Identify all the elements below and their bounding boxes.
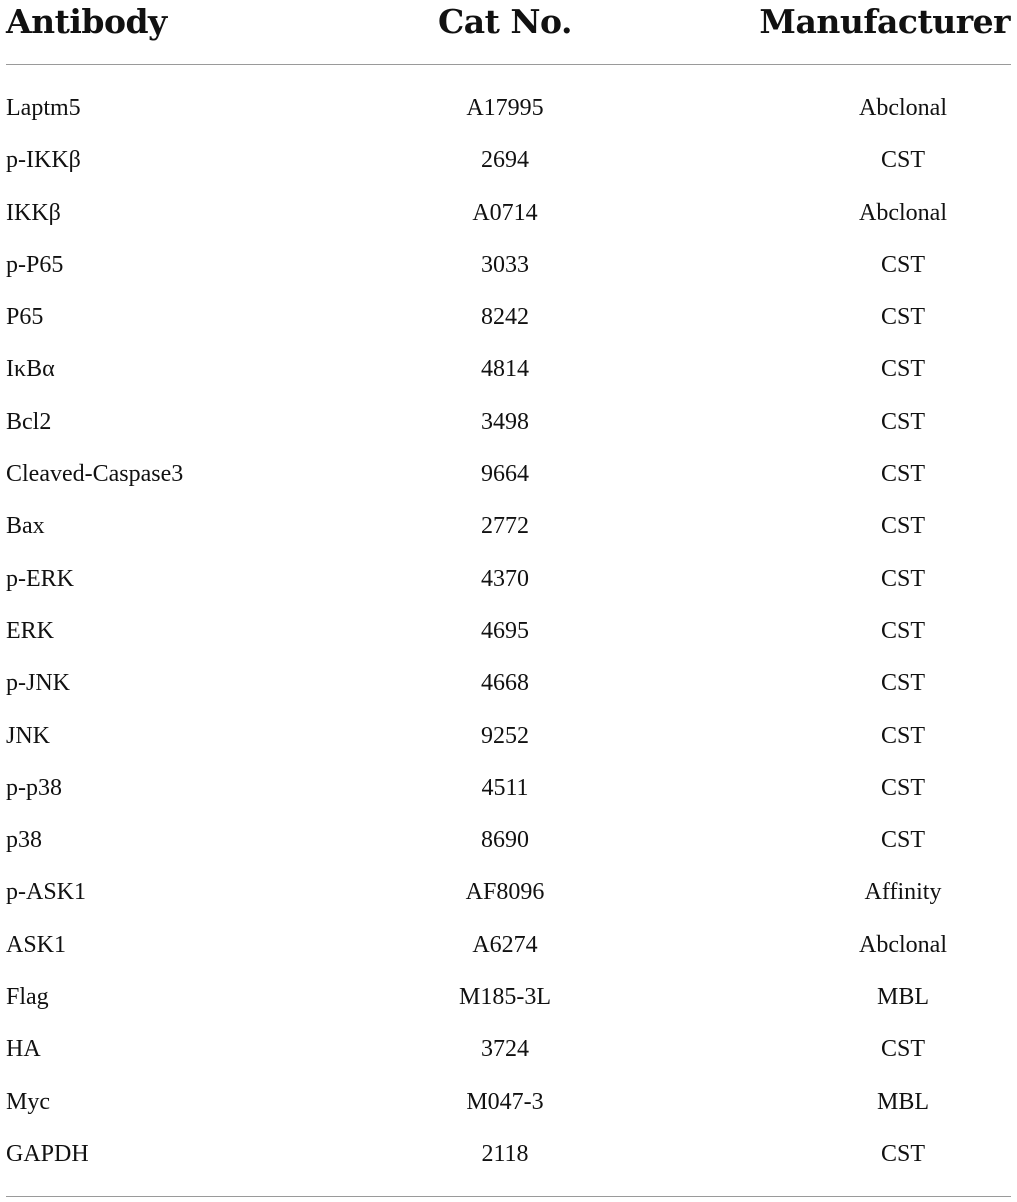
cell-antibody: p38 [6, 827, 42, 854]
cell-manufacturer: CST [880, 408, 926, 435]
table-bottom-divider [6, 1196, 1011, 1197]
table-row [0, 345, 1017, 397]
cell-cat-no: 2772 [481, 513, 529, 540]
cell-manufacturer: CST [880, 722, 926, 749]
cell-antibody: Myc [6, 1088, 50, 1115]
cell-manufacturer: CST [880, 1140, 926, 1167]
cell-antibody: p-JNK [6, 670, 70, 697]
cell-manufacturer: CST [880, 251, 926, 278]
cell-manufacturer: CST [880, 827, 926, 854]
cell-manufacturer: Abclonal [859, 95, 947, 121]
cell-antibody: HA [6, 1036, 41, 1063]
table-row [0, 712, 1017, 764]
cell-manufacturer: CST [880, 513, 926, 540]
cell-manufacturer: MBL [876, 984, 930, 1011]
cell-antibody: Bcl2 [6, 408, 52, 435]
cell-cat-no: 9252 [481, 722, 529, 749]
cell-cat-no: 3498 [481, 408, 529, 435]
table-row [0, 607, 1017, 659]
cell-antibody: p-ASK1 [6, 879, 87, 906]
cell-cat-no: 4370 [481, 565, 529, 592]
cell-cat-no: 2118 [481, 1140, 529, 1167]
cell-manufacturer: CST [880, 774, 926, 801]
cell-cat-no: A17995 [466, 95, 544, 121]
cell-manufacturer: CST [880, 565, 926, 592]
header-divider [6, 64, 1011, 65]
cell-manufacturer: Abclonal [859, 199, 947, 226]
cell-antibody: p-P65 [6, 251, 64, 278]
table-row [0, 973, 1017, 1025]
cell-cat-no: A0714 [472, 199, 538, 226]
cell-cat-no: 3033 [481, 251, 529, 278]
cell-antibody: JNK [6, 722, 51, 749]
cell-cat-no: 4511 [481, 774, 529, 801]
table-row [0, 659, 1017, 711]
cell-cat-no: A6274 [472, 931, 538, 958]
cell-manufacturer: CST [880, 356, 926, 383]
cell-antibody: IKKβ [6, 199, 61, 226]
table-row [0, 816, 1017, 868]
table-row [0, 189, 1017, 241]
cell-antibody: IκBα [6, 356, 55, 383]
cell-antibody: P65 [6, 304, 44, 331]
table-row [0, 1025, 1017, 1077]
cell-cat-no: 4814 [481, 356, 529, 383]
cell-antibody: p-IKKβ [6, 147, 81, 174]
table-row [0, 1078, 1017, 1130]
cell-cat-no: 4668 [481, 670, 529, 697]
table-row [0, 450, 1017, 502]
cell-cat-no: 8690 [481, 827, 529, 854]
cell-antibody: Flag [6, 984, 49, 1011]
cell-manufacturer: Affinity [864, 879, 942, 906]
header-antibody: Antibody [6, 2, 167, 41]
cell-manufacturer: CST [880, 617, 926, 644]
cell-manufacturer: CST [880, 147, 926, 174]
table-row [0, 921, 1017, 973]
table-row [0, 555, 1017, 607]
table-row [0, 764, 1017, 816]
cell-manufacturer: CST [880, 670, 926, 697]
cell-cat-no: 2694 [481, 147, 529, 174]
cell-manufacturer: CST [880, 461, 926, 488]
table-header-row [0, 0, 1017, 64]
table-row [0, 868, 1017, 920]
header-cat-no: Cat No. [438, 2, 572, 41]
cell-antibody: Laptm5 [6, 95, 81, 121]
cell-cat-no: M047-3 [466, 1088, 544, 1115]
cell-manufacturer: Abclonal [859, 931, 947, 958]
cell-antibody: p-ERK [6, 565, 74, 592]
table-row [0, 502, 1017, 554]
cell-antibody: ERK [6, 617, 54, 644]
table-body [0, 84, 1017, 1182]
cell-antibody: p-p38 [6, 774, 62, 801]
cell-antibody: ASK1 [6, 931, 67, 958]
cell-cat-no: 3724 [481, 1036, 529, 1063]
cell-manufacturer: MBL [876, 1088, 930, 1115]
cell-manufacturer: CST [880, 1036, 926, 1063]
table-row [0, 241, 1017, 293]
cell-antibody: GAPDH [6, 1140, 89, 1167]
cell-antibody: Bax [6, 513, 45, 540]
cell-cat-no: 9664 [481, 461, 529, 488]
cell-cat-no: AF8096 [465, 879, 545, 906]
table-row [0, 84, 1017, 136]
table-row [0, 136, 1017, 188]
cell-manufacturer: CST [880, 304, 926, 331]
table-row [0, 398, 1017, 450]
table-row [0, 293, 1017, 345]
cell-cat-no: 8242 [481, 304, 529, 331]
table-row [0, 1130, 1017, 1182]
cell-cat-no: 4695 [481, 617, 529, 644]
cell-cat-no: M185-3L [459, 984, 551, 1011]
header-manufacturer: Manufacturer [759, 2, 1010, 41]
cell-antibody: Cleaved-Caspase3 [6, 461, 184, 488]
